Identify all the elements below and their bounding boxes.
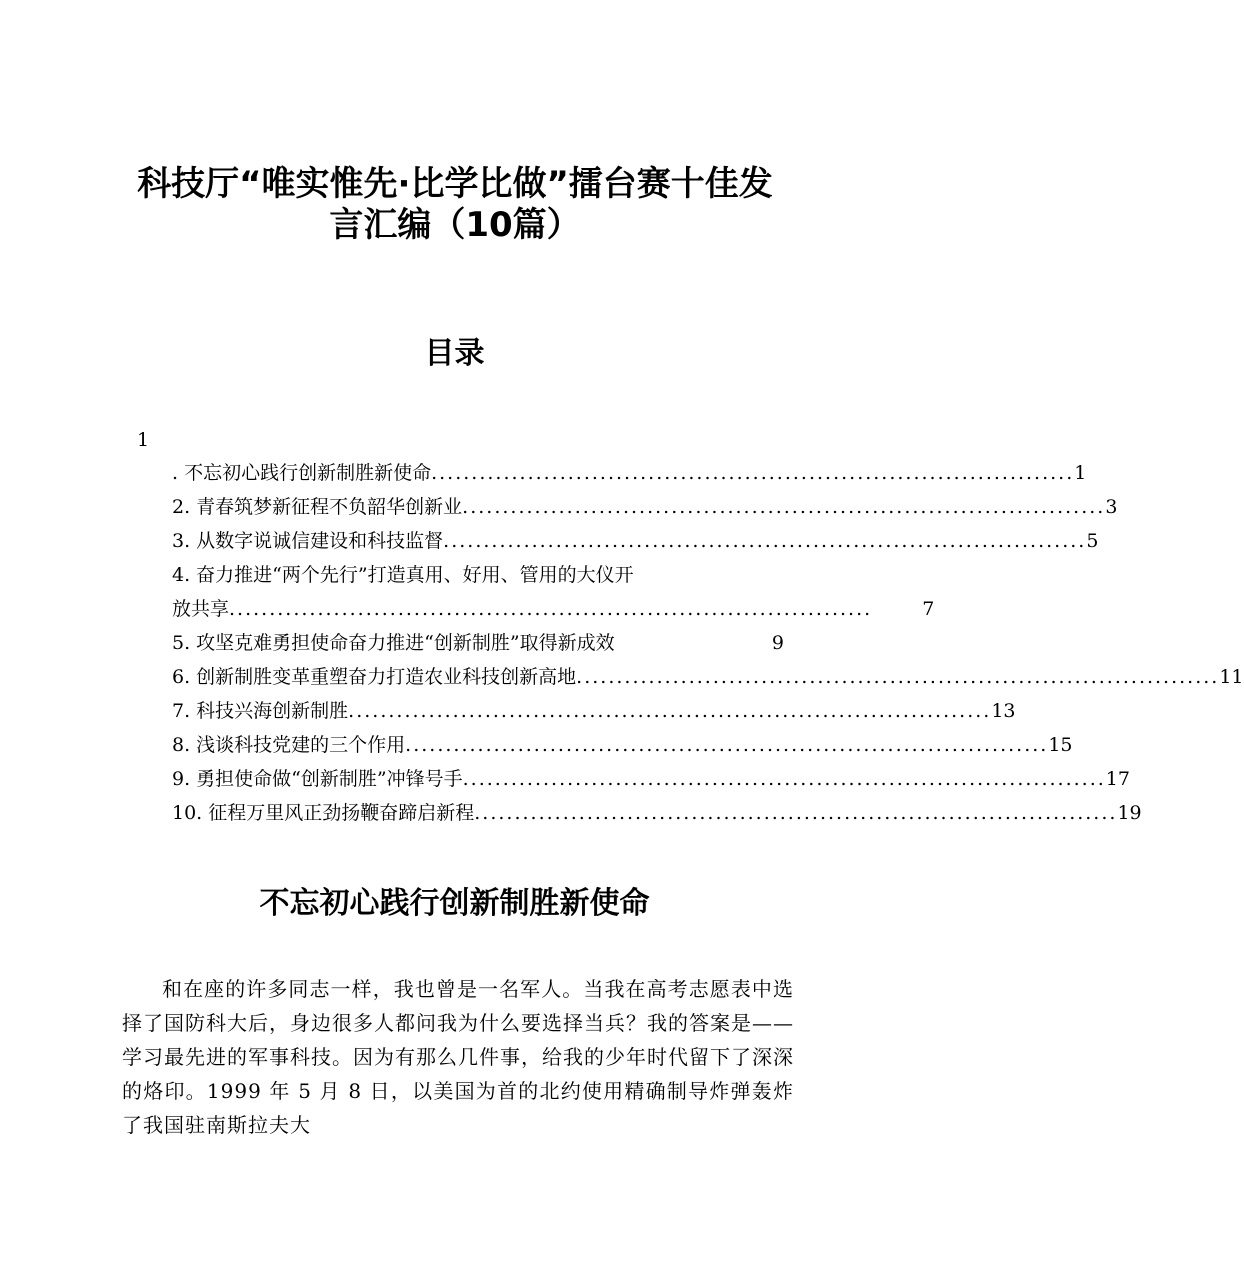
toc-item-title-line2: 放共享 xyxy=(172,598,230,620)
toc-item-7[interactable] xyxy=(172,694,1016,728)
toc-item-1[interactable] xyxy=(172,456,1087,490)
toc-item-title: . 不忘初心践行创新制胜新使命 xyxy=(172,462,432,484)
toc-item-title-line1: 4. 奋力推进“两个先行”打造真用、好用、管用的大仪开 xyxy=(172,564,634,586)
document-title-line2: 言汇编（10篇） xyxy=(329,205,581,245)
toc-item-8[interactable] xyxy=(172,728,1073,762)
toc-heading: 目录 xyxy=(424,336,485,371)
toc-item-page: 11 xyxy=(1219,666,1244,688)
toc-item-page: 13 xyxy=(991,700,1016,722)
toc-item-page: 15 xyxy=(1048,734,1073,756)
toc-item-page: 3 xyxy=(1105,496,1118,518)
toc-item-title: 6. 创新制胜变革重塑奋力打造农业科技创新高地 xyxy=(172,666,577,688)
toc-leader-dots: ................................................................................ xyxy=(431,462,1075,484)
toc-lead-number: 1 xyxy=(137,429,150,451)
toc-leader-dots: ................................................................................ xyxy=(576,666,1220,688)
toc-leader-dots: ................................................................................ xyxy=(462,768,1106,790)
toc-leader-dots: ................................................................................ xyxy=(462,496,1106,518)
toc-item-3[interactable] xyxy=(172,524,1099,558)
toc-item-10[interactable] xyxy=(172,796,1142,830)
section-title: 不忘初心践行创新制胜新使命 xyxy=(259,886,650,921)
toc-item-page: 19 xyxy=(1117,802,1142,824)
toc-item-page: 5 xyxy=(1086,530,1099,552)
toc-item-title: 9. 勇担使命做“创新制胜”冲锋号手 xyxy=(172,768,463,790)
toc-leader-dots: ................................................................................ xyxy=(348,700,992,722)
toc-item-4[interactable] xyxy=(122,558,935,626)
toc-leader-dots: ................................................................................ xyxy=(229,598,873,620)
toc-item-5[interactable] xyxy=(172,626,784,660)
toc-item-page: 17 xyxy=(1105,768,1130,790)
toc-item-title: 8. 浅谈科技党建的三个作用 xyxy=(172,734,406,756)
toc-item-title: 10. 征程万里风正劲扬鞭奋蹄启新程 xyxy=(172,802,475,824)
toc-item-title-line2-row xyxy=(122,592,935,626)
toc-item-title: 3. 从数字说诚信建设和科技监督 xyxy=(172,530,444,552)
toc-item-page: 7 xyxy=(922,598,935,620)
toc-item-title: 7. 科技兴海创新制胜 xyxy=(172,700,349,722)
toc-item-2[interactable] xyxy=(172,490,1118,524)
toc-leader-dots: ................................................................................ xyxy=(443,530,1087,552)
toc-item-title: 2. 青春筑梦新征程不负韶华创新业 xyxy=(172,496,463,518)
body-paragraph: 和在座的许多同志一样，我也曾是一名军人。当我在高考志愿表中选择了国防科大后，身边很多人都问我为什么要选择当兵？我的答案是——学习最先进的军事科技。因为有那么几件事，给我的少年时代留下了深深的烙印。1999 年 5 月 8 日，以美国为首的北约使用精确制导炸弹轰炸了我国驻南斯拉夫大 xyxy=(122,977,794,1137)
toc-item-page: 1 xyxy=(1074,462,1087,484)
document-title-line1: 科技厅“唯实惟先·比学比做”擂台赛十佳发 xyxy=(137,164,773,204)
table-of-contents xyxy=(122,456,1244,830)
toc-item-9[interactable] xyxy=(172,762,1130,796)
toc-item-title: 5. 攻坚克难勇担使命奋力推进“创新制胜”取得新成效 xyxy=(172,632,615,654)
toc-leader-dots: ................................................................................ xyxy=(474,802,1118,824)
toc-item-page: 9 xyxy=(771,632,784,654)
toc-item-6[interactable] xyxy=(172,660,1244,694)
toc-leader-dots: ................................................................................ xyxy=(405,734,1049,756)
